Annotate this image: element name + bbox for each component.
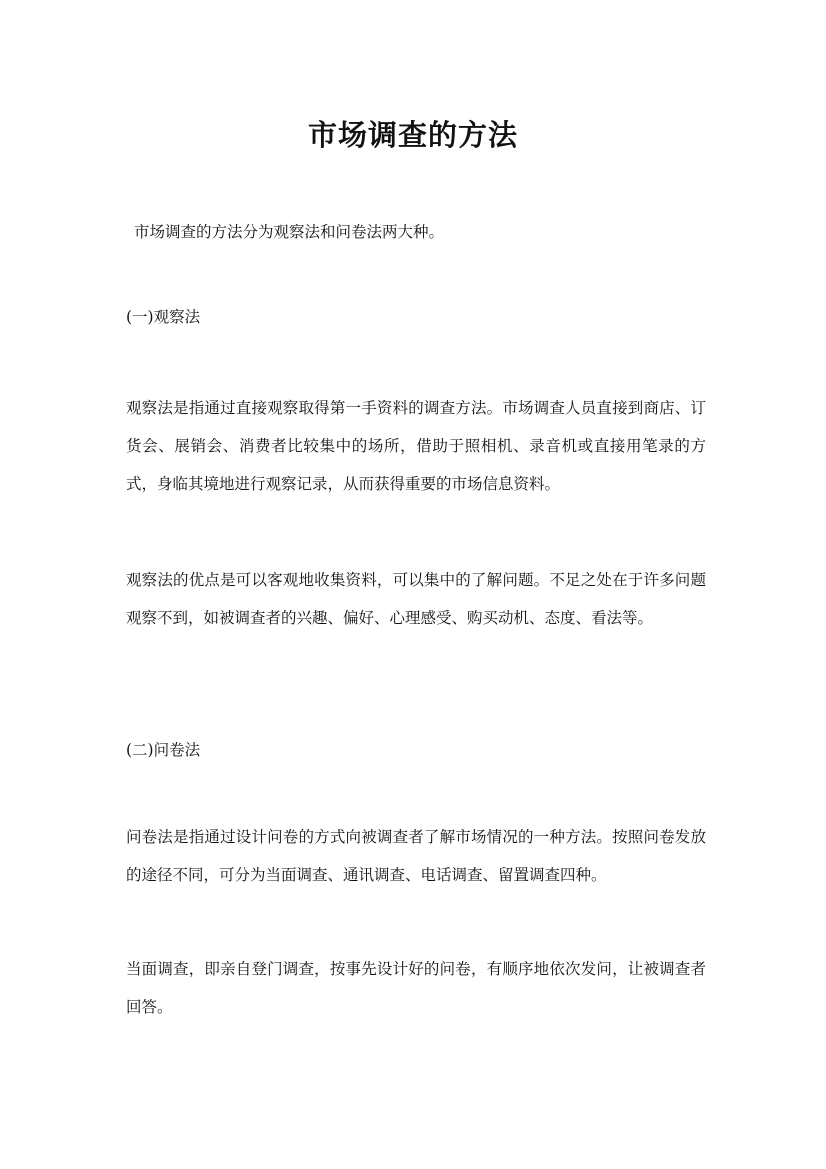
document-title: 市场调查的方法 (307, 118, 518, 152)
observation-pros-cons-paragraph: 观察法的优点是可以客观地收集资料，可以集中的了解问题。不足之处在于许多问题观察不到，如被调查者的兴趣、偏好、心理感受、购买动机、态度、看法等。 (126, 571, 706, 627)
intro-paragraph: 市场调查的方法分为观察法和问卷法两大种。 (134, 223, 445, 241)
section-heading-observation: (一)观察法 (126, 308, 201, 326)
observation-definition-paragraph: 观察法是指通过直接观察取得第一手资料的调查方法。市场调查人员直接到商店、订货会、展销会、消费者比较集中的场所，借助于照相机、录音机或直接用笔录的方式，身临其境地进行观察记录，从而获得重要的市场信息资料。 (126, 399, 706, 493)
face-to-face-survey-paragraph: 当面调查，即亲自登门调查，按事先设计好的问卷，有顺序地依次发问，让被调查者回答。 (126, 960, 706, 1016)
section-heading-questionnaire: (二)问卷法 (126, 741, 201, 759)
questionnaire-definition-paragraph: 问卷法是指通过设计问卷的方式向被调查者了解市场情况的一种方法。按照问卷发放的途径不同，可分为当面调查、通讯调查、电话调查、留置调查四种。 (126, 828, 706, 884)
